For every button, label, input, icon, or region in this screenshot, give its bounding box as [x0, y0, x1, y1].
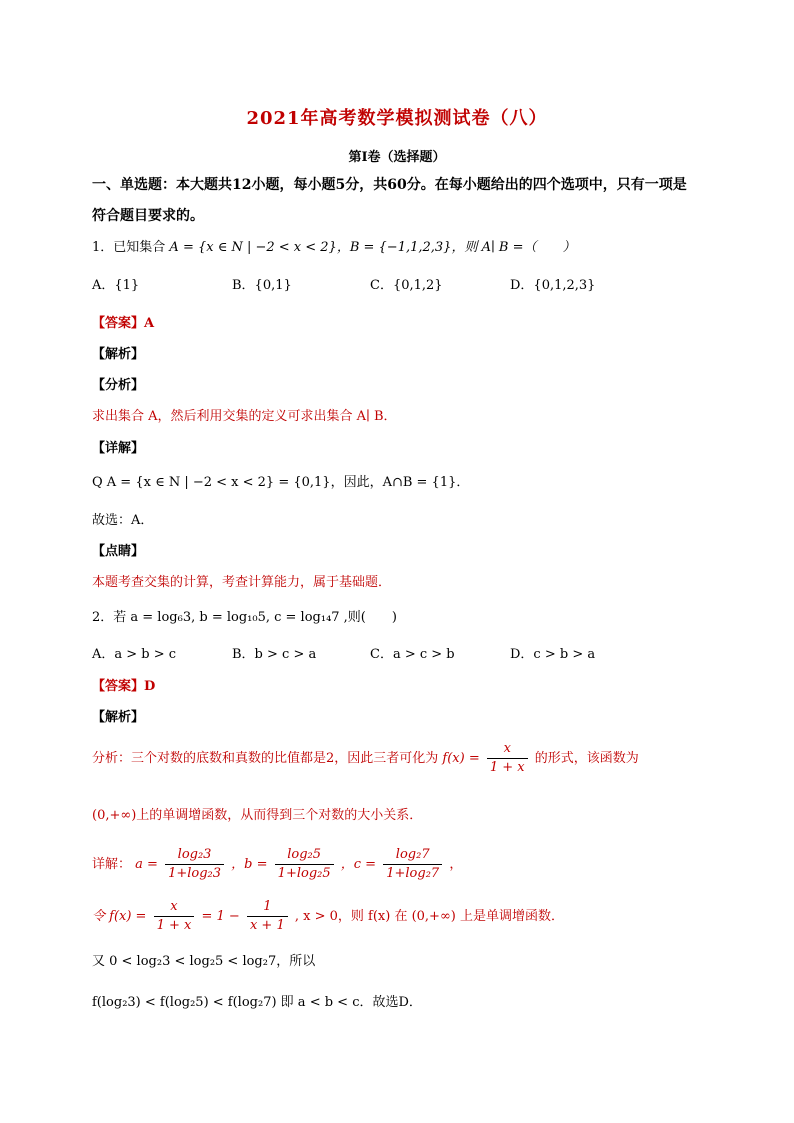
q1-option-b: B．{0,1} [232, 278, 292, 293]
fraction-numerator: log₂7 [383, 846, 442, 865]
q2-xiangjie-label: 详解： [92, 857, 132, 872]
q2-ling-line [92, 898, 564, 935]
fraction-numerator: x [487, 740, 528, 759]
q1-stem [92, 236, 575, 255]
q2-ling-fraction1 [154, 898, 195, 935]
page-title: 2021年高考数学模拟测试卷（八） [246, 108, 548, 129]
q1-conclusion: 故选：A． [92, 513, 154, 528]
q2-ling-post: , x > 0，则 f(x) 在 (0,+∞) 上是单调增函数． [294, 909, 564, 924]
q2-fenxi-line2: (0,+∞)上的单调增函数，从而得到三个对数的大小关系． [92, 808, 423, 823]
q2-final-line: f(log₂3) < f(log₂5) < f(log₂7) 即 a < b < c．故选D． [92, 995, 422, 1010]
q1-option-d: D．{0,1,2,3} [510, 278, 596, 293]
fraction-denominator: 1+log₂7 [386, 866, 440, 881]
section-heading-line1: 一、单选题：本大题共12小题，每小题5分，共60分。在每小题给出的四个选项中，只有一项是 [92, 177, 687, 193]
q2-fenxi-line1 [92, 740, 639, 777]
q2-ling-pre: 令 f(x) = [92, 909, 147, 924]
q2-fenxi-fx: f(x) = [442, 751, 480, 766]
q1-dianjing-label: 【点睛】 [92, 544, 145, 559]
q1-stem-lead: 1．已知集合 [92, 240, 166, 255]
q1-fenxi-label: 【分析】 [92, 378, 145, 393]
fraction-numerator: 1 [247, 898, 288, 917]
q1-xiangjie-text: Q A = {x ∈ N | −2 < x < 2} = {0,1}，因此，A∩B = {1}． [92, 475, 470, 490]
q2-fenxi-fraction [487, 740, 528, 777]
fraction-numerator: log₂3 [165, 846, 224, 865]
q2-stem: 2．若 a = log₆3, b = log₁₀5, c = log₁₄7 ,则( ) [92, 610, 397, 625]
q2-a-fraction [165, 846, 224, 883]
q1-option-a: A．{1} [92, 278, 140, 293]
q2-a-lhs: a = [135, 857, 158, 872]
fraction-denominator: 1+log₂5 [277, 866, 331, 881]
q1-dianjing-text: 本题考查交集的计算，考查计算能力，属于基础题． [92, 575, 392, 590]
q2-option-b: B．b > c > a [232, 647, 317, 662]
q2-ling-mid: = 1 − [201, 909, 240, 924]
q2-b-fraction [275, 846, 334, 883]
q2-c-tail: ， [449, 857, 463, 872]
fraction-denominator: 1+log₂3 [168, 866, 222, 881]
q2-option-d: D．c > b > a [510, 647, 596, 662]
q1-jiexi-label: 【解析】 [92, 347, 145, 362]
part-subtitle: 第Ⅰ卷（选择题） [348, 150, 446, 165]
q2-ling-fraction2 [247, 898, 288, 935]
q1-option-c: C．{0,1,2} [370, 278, 443, 293]
q2-b-lhs: ，b = [231, 857, 268, 872]
fraction-denominator: x + 1 [249, 918, 285, 933]
q2-fenxi-pre: 分析：三个对数的底数和真数的比值都是2，因此三者可化为 [92, 751, 439, 766]
q2-fenxi-post: 的形式，该函数为 [534, 751, 639, 766]
section-heading-line2: 符合题目要求的。 [92, 208, 204, 224]
q2-option-c: C．a > c > b [370, 647, 455, 662]
fraction-numerator: x [154, 898, 195, 917]
q2-jiexi-label: 【解析】 [92, 710, 145, 725]
q2-xiangjie-line [92, 846, 462, 883]
q1-xiangjie-label: 【详解】 [92, 441, 145, 456]
fraction-denominator: 1 + x [156, 918, 192, 933]
fraction-numerator: log₂5 [275, 846, 334, 865]
q2-answer: 【答案】D [92, 679, 156, 694]
q2-c-fraction [383, 846, 442, 883]
q2-c-lhs: ，c = [340, 857, 377, 872]
q1-answer: 【答案】A [92, 316, 155, 331]
q2-option-a: A．a > b > c [92, 647, 177, 662]
q1-stem-math: A = {x ∈ N | −2 < x < 2}，B = {−1,1,2,3}，则 A∣ B =（ ） [169, 240, 576, 255]
q2-you-line: 又 0 < log₂3 < log₂5 < log₂7，所以 [92, 954, 316, 969]
fraction-denominator: 1 + x [489, 760, 525, 775]
q1-fenxi-text: 求出集合 A，然后利用交集的定义可求出集合 A∣ B． [92, 409, 397, 424]
